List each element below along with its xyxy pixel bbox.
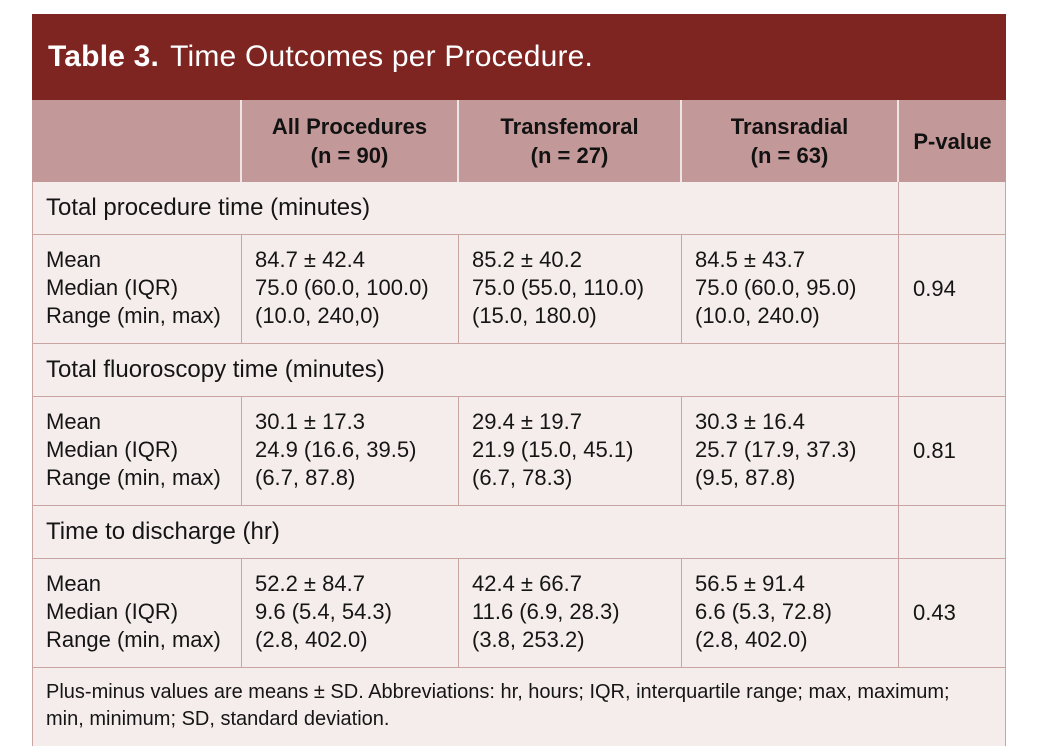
column-header-all-procedures: [240, 100, 457, 182]
column-header-transradial: [680, 100, 897, 182]
column-header-transradial-name: Transradial: [730, 114, 849, 139]
value-median: 11.6 (6.9, 28.3): [472, 599, 620, 624]
row-label-cell: [33, 397, 241, 505]
value-range: (10.0, 240.0): [695, 303, 820, 328]
column-header-transfemoral-n: (n = 27): [530, 143, 609, 168]
row-label-mean: Mean: [46, 409, 102, 434]
table-number: Table 3.: [48, 40, 160, 73]
p-value-cell: 0.81: [898, 397, 1005, 505]
row-label-cell: [33, 235, 241, 343]
row-label-mean: Mean: [46, 571, 102, 596]
value-median: 21.9 (15.0, 45.1): [472, 437, 634, 462]
table-title-bar: [32, 14, 1006, 100]
value-cell-transradial: [681, 235, 898, 343]
value-median: 75.0 (60.0, 95.0): [695, 275, 857, 300]
row-label-range: Range (min, max): [46, 627, 221, 652]
row-label-median: Median (IQR): [46, 437, 179, 462]
data-row-procedure-time: [33, 234, 1005, 344]
column-header-all-procedures-n: (n = 90): [310, 143, 389, 168]
value-mean: 52.2 ± 84.7: [255, 571, 365, 596]
value-range: (15.0, 180.0): [472, 303, 597, 328]
value-mean: 84.5 ± 43.7: [695, 247, 805, 272]
value-range: (2.8, 402.0): [255, 627, 368, 652]
p-value-cell: 0.43: [898, 559, 1005, 667]
section-header-row-procedure-time: [33, 182, 1005, 234]
value-mean: 30.1 ± 17.3: [255, 409, 365, 434]
column-header-transfemoral-name: Transfemoral: [500, 114, 639, 139]
column-header-transradial-n: (n = 63): [750, 143, 829, 168]
section-header-row-fluoroscopy-time: [33, 344, 1005, 396]
value-mean: 30.3 ± 16.4: [695, 409, 805, 434]
value-range: (6.7, 78.3): [472, 465, 573, 490]
value-cell-all-procedures: [241, 559, 458, 667]
column-header-p-value: [897, 100, 1006, 182]
row-label-median: Median (IQR): [46, 275, 179, 300]
table-body: [32, 182, 1006, 746]
value-median: 75.0 (60.0, 100.0): [255, 275, 429, 300]
value-cell-transfemoral: [458, 235, 681, 343]
table-card: [32, 14, 1006, 746]
table-footnote: Plus-minus values are means ± SD. Abbreviations: hr, hours; IQR, interquartile range; max, maximum; min, minimum; SD, standard deviation.: [46, 681, 950, 730]
value-median: 24.9 (16.6, 39.5): [255, 437, 417, 462]
p-value-cell: 0.94: [898, 235, 1005, 343]
section-p-value-empty-cell: [898, 506, 1005, 558]
value-median: 6.6 (5.3, 72.8): [695, 599, 832, 624]
value-mean: 56.5 ± 91.4: [695, 571, 805, 596]
value-mean: 42.4 ± 66.7: [472, 571, 582, 596]
row-label-range: Range (min, max): [46, 465, 221, 490]
value-mean: 85.2 ± 40.2: [472, 247, 582, 272]
column-header-transfemoral: [457, 100, 680, 182]
value-range: (6.7, 87.8): [255, 465, 356, 490]
value-median: 75.0 (55.0, 110.0): [472, 275, 645, 300]
value-cell-all-procedures: [241, 397, 458, 505]
section-p-value-empty-cell: [898, 182, 1005, 234]
row-label-range: Range (min, max): [46, 303, 221, 328]
value-range: (10.0, 240,0): [255, 303, 380, 328]
value-range: (9.5, 87.8): [695, 465, 796, 490]
section-title: Time to discharge (hr): [46, 518, 280, 545]
section-header-row-time-to-discharge: [33, 506, 1005, 558]
section-p-value-empty-cell: [898, 344, 1005, 396]
table-title: Time Outcomes per Procedure.: [170, 40, 594, 73]
column-header-empty: [32, 100, 240, 182]
value-median: 9.6 (5.4, 54.3): [255, 599, 392, 624]
column-header-p-value-label: P-value: [913, 128, 992, 154]
value-range: (2.8, 402.0): [695, 627, 808, 652]
row-label-cell: [33, 559, 241, 667]
value-cell-transradial: [681, 559, 898, 667]
column-header-row: [32, 100, 1006, 182]
data-row-time-to-discharge: [33, 558, 1005, 668]
row-label-median: Median (IQR): [46, 599, 179, 624]
section-title: Total fluoroscopy time (minutes): [46, 356, 385, 383]
value-mean: 84.7 ± 42.4: [255, 247, 365, 272]
value-median: 25.7 (17.9, 37.3): [695, 437, 857, 462]
data-row-fluoroscopy-time: [33, 396, 1005, 506]
value-cell-transfemoral: [458, 559, 681, 667]
value-mean: 29.4 ± 19.7: [472, 409, 582, 434]
value-cell-transfemoral: [458, 397, 681, 505]
column-header-all-procedures-name: All Procedures: [271, 114, 428, 139]
value-cell-all-procedures: [241, 235, 458, 343]
value-cell-transradial: [681, 397, 898, 505]
section-title: Total procedure time (minutes): [46, 194, 371, 221]
row-label-mean: Mean: [46, 247, 102, 272]
value-range: (3.8, 253.2): [472, 627, 585, 652]
